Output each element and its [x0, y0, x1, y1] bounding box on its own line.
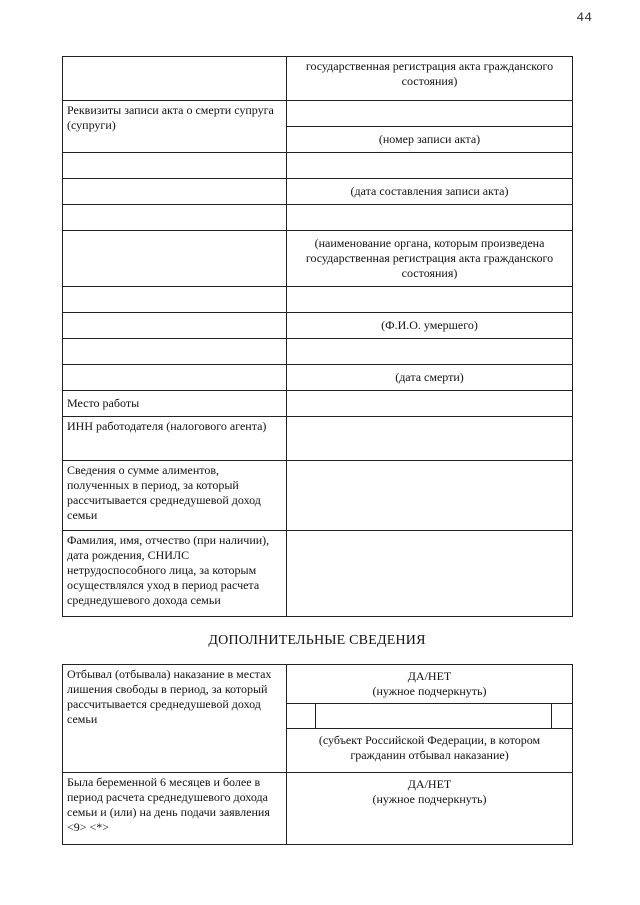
workplace-label: Место работы: [63, 391, 287, 417]
additional-info-table: [62, 664, 573, 845]
row-label: [63, 153, 287, 179]
caregiver-field[interactable]: [287, 531, 573, 617]
row-label: [63, 231, 287, 287]
table-row: [63, 665, 573, 773]
row-label: [63, 57, 287, 101]
table-row: [63, 313, 573, 339]
table-row: [63, 101, 573, 127]
table-row: [63, 365, 573, 391]
imprisonment-label: Отбывал (отбывала) наказание в местах лишения свободы в период, за который рассчитывается среднедушевой доход семьи: [63, 665, 287, 773]
row-label: [63, 287, 287, 313]
employer-inn-field[interactable]: [287, 417, 573, 461]
row-field[interactable]: государственная регистрация акта гражданского состояния): [287, 57, 573, 101]
table-row: [63, 205, 573, 231]
row-label: [63, 179, 287, 205]
registry-office-caption: (наименование органа, которым произведена государственная регистрация акта гражданского состояния): [287, 231, 573, 287]
deceased-name-field[interactable]: [287, 287, 573, 313]
table-row: [63, 179, 573, 205]
row-label: [63, 365, 287, 391]
table-row: [63, 231, 573, 287]
record-number-field[interactable]: [287, 101, 573, 127]
row-label: [63, 205, 287, 231]
row-label: [63, 339, 287, 365]
death-record-table: [62, 56, 573, 617]
workplace-field[interactable]: [287, 391, 573, 417]
table-row: [63, 339, 573, 365]
region-input-cell[interactable]: [287, 704, 316, 728]
row-label: [63, 313, 287, 339]
record-date-field[interactable]: [287, 153, 573, 179]
region-input-row[interactable]: [287, 703, 572, 729]
pregnancy-yesno[interactable]: ДА/НЕТ: [407, 777, 452, 791]
death-date-field[interactable]: [287, 339, 573, 365]
table-row: [63, 57, 573, 101]
record-number-caption: (номер записи акта): [287, 127, 573, 153]
table-row: [63, 287, 573, 313]
table-row: [63, 417, 573, 461]
region-input-cell[interactable]: [552, 704, 572, 728]
section-title: ДОПОЛНИТЕЛЬНЫЕ СВЕДЕНИЯ: [208, 633, 426, 648]
employer-inn-label: ИНН работодателя (налогового агента): [63, 417, 287, 461]
imprisonment-yesno[interactable]: ДА/НЕТ: [407, 669, 452, 683]
table-row: [63, 153, 573, 179]
table-row: [63, 391, 573, 417]
caregiver-label: Фамилия, имя, отчество (при наличии), дата рождения, СНИЛС нетрудоспособного лица, за которым осуществлялся уход в период расчета среднедушевого дохода семьи: [63, 531, 287, 617]
alimony-label: Сведения о сумме алиментов, полученных в период, за который рассчитывается среднедушевой доход семьи: [63, 461, 287, 531]
registry-office-field[interactable]: [287, 205, 573, 231]
table-row: [63, 531, 573, 617]
table-row: [63, 461, 573, 531]
record-date-caption: (дата составления записи акта): [287, 179, 573, 205]
death-date-caption: (дата смерти): [287, 365, 573, 391]
pregnancy-cell: [287, 773, 573, 845]
pregnancy-label: Была беременной 6 месяцев и более в период расчета среднедушевого дохода семьи и (или) на день подачи заявления <9> <*>: [63, 773, 287, 845]
deceased-name-caption: (Ф.И.О. умершего): [287, 313, 573, 339]
page-number: 44: [576, 10, 592, 25]
table-row: [63, 773, 573, 845]
region-input-cell[interactable]: [316, 704, 552, 728]
alimony-field[interactable]: [287, 461, 573, 531]
spouse-death-record-label: Реквизиты записи акта о смерти супруга (супруги): [63, 101, 287, 153]
imprisonment-subject-caption: (субъект Российской Федерации, в котором гражданин отбывал наказание): [318, 733, 541, 762]
imprisonment-cell: [287, 665, 573, 773]
imprisonment-hint: (нужное подчеркнуть): [372, 684, 487, 698]
pregnancy-hint: (нужное подчеркнуть): [372, 792, 487, 806]
